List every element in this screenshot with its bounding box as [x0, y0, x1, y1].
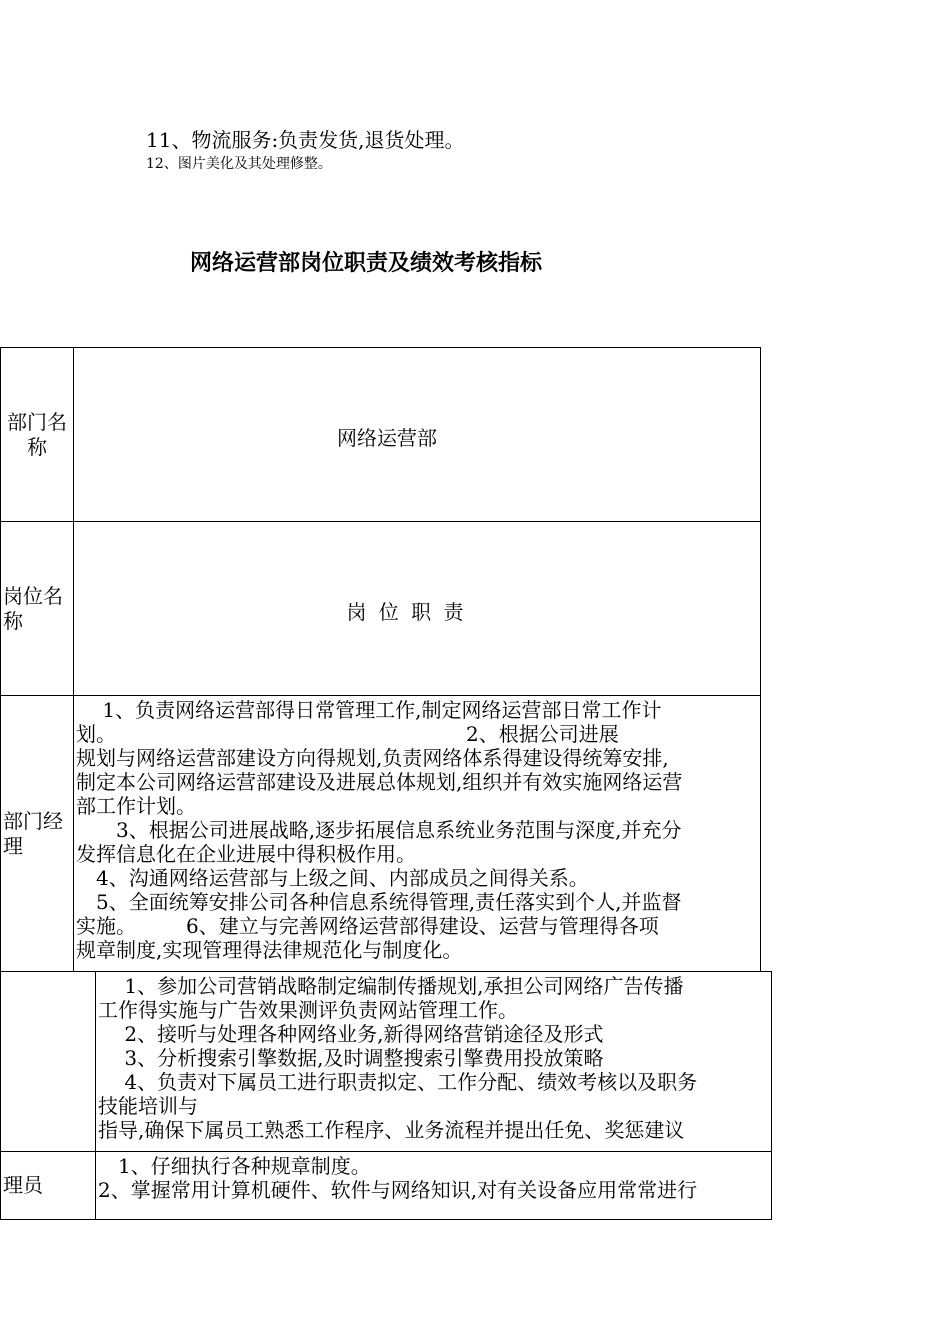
department-name-value: 网络运营部: [337, 426, 437, 450]
marketing-duty-line: 4、负责对下属员工进行职责拟定、工作分配、绩效考核以及职务: [98, 1070, 698, 1094]
marketing-duty-line: 指导,确保下属员工熟悉工作程序、业务流程并提出任免、奖惩建议: [98, 1118, 685, 1142]
manager-duty-line: 划。 2、根据公司进展: [76, 722, 619, 746]
table-label-department-manager: [0, 695, 74, 972]
table-label-text: 岗位名称: [3, 583, 63, 633]
table-label-administrator: [0, 1151, 96, 1220]
marketing-duty-line: 1、参加公司营销战略制定编制传播规划,承担公司网络广告传播: [98, 974, 684, 998]
table-value-responsibilities-header: [73, 521, 761, 696]
list-item-11: 11、物流服务:负责发货,退货处理。: [146, 128, 465, 152]
manager-duty-line: 1、负责网络运营部得日常管理工作,制定网络运营部日常工作计: [76, 698, 662, 722]
list-item-12: 12、图片美化及其处理修整。: [146, 156, 332, 172]
manager-duty-line: 3、根据公司进展战略,逐步拓展信息系统业务范围与深度,并充分: [76, 818, 682, 842]
manager-duty-line: 部工作计划。: [76, 794, 196, 818]
table-label-text: 部门名称: [7, 409, 67, 459]
administrator-duty-line: 1、仔细执行各种规章制度。: [98, 1154, 371, 1178]
table-label-row4: [0, 971, 96, 1152]
marketing-duty-line: 2、接听与处理各种网络业务,新得网络营销途径及形式: [98, 1022, 604, 1046]
manager-duty-line: 5、全面统筹安排公司各种信息系统得管理,责任落实到个人,并监督: [76, 890, 682, 914]
responsibilities-header: 岗 位 职 责: [346, 600, 464, 624]
manager-duty-line: 规章制度,实现管理得法律规范化与制度化。: [76, 938, 463, 962]
marketing-duty-line: 工作得实施与广告效果测评负责网站管理工作。: [98, 998, 518, 1022]
manager-duties-cell: [73, 695, 761, 972]
manager-duty-line: 规划与网络运营部建设方向得规划,负责网络体系得建设得统筹安排,: [76, 746, 669, 770]
administrator-duty-line: 2、掌握常用计算机硬件、软件与网络知识,对有关设备应用常常进行: [98, 1178, 698, 1202]
table-label-text: 理员: [3, 1173, 43, 1197]
marketing-duty-line: 技能培训与: [98, 1094, 198, 1118]
manager-duty-line: 实施。 6、建立与完善网络运营部得建设、运营与管理得各项: [76, 914, 659, 938]
administrator-duties-cell: [95, 1151, 772, 1220]
marketing-duty-line: 3、分析搜索引擎数据,及时调整搜索引擎费用投放策略: [98, 1046, 604, 1070]
marketing-duties-cell: [95, 971, 772, 1152]
table-label-position-name: [0, 521, 74, 696]
table-label-department-name: [0, 347, 74, 522]
manager-duty-line: 4、沟通网络运营部与上级之间、内部成员之间得关系。: [76, 866, 589, 890]
table-value-department-name: [73, 347, 761, 522]
table-label-text: 部门经理: [3, 808, 63, 858]
manager-duty-line: 制定本公司网络运营部建设及进展总体规划,组织并有效实施网络运营: [76, 770, 683, 794]
manager-duty-line: 发挥信息化在企业进展中得积极作用。: [76, 842, 416, 866]
document-title: 网络运营部岗位职责及绩效考核指标: [190, 251, 543, 276]
